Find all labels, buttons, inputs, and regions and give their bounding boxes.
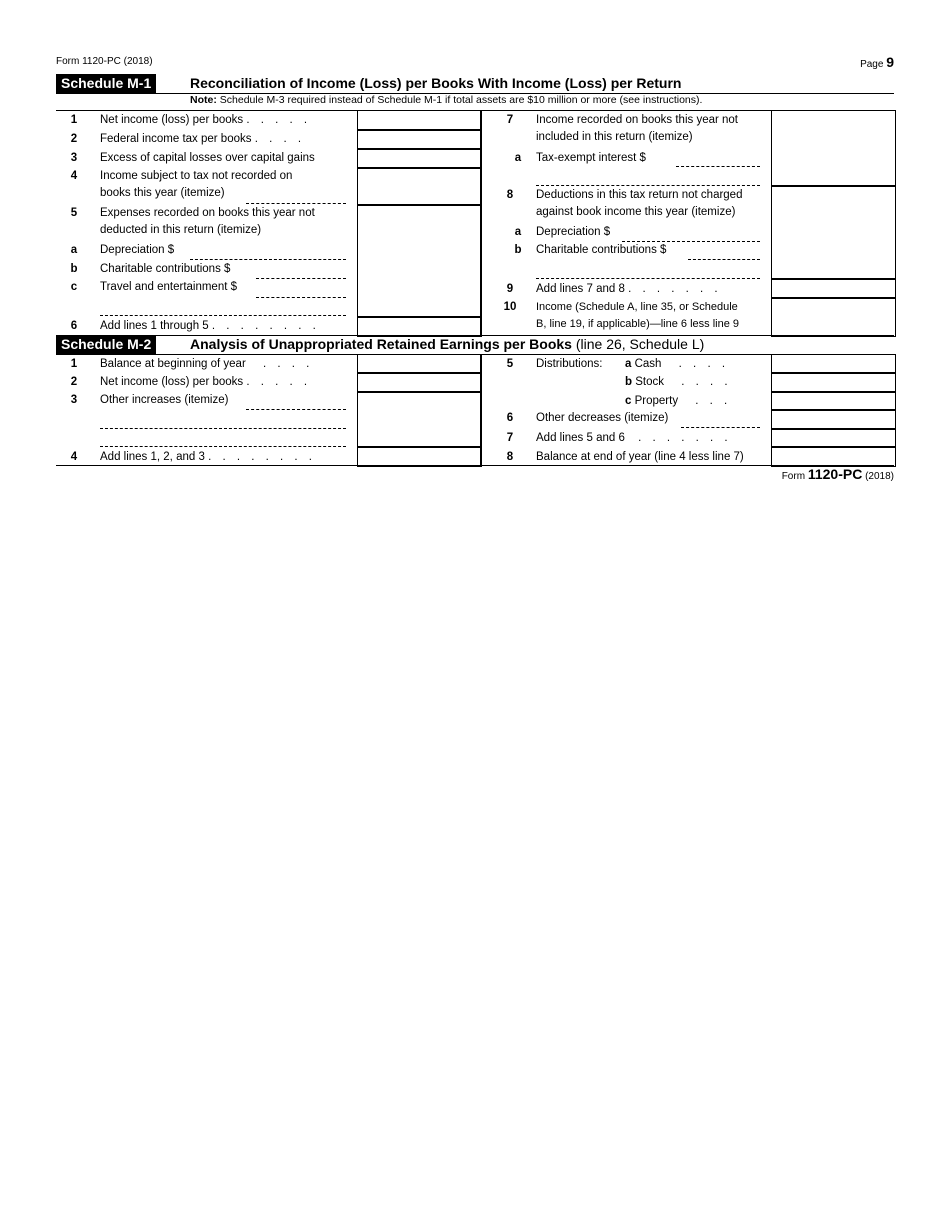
m1-line1-label (100, 112, 311, 129)
line-number: 2 (70, 133, 78, 145)
line-letter: a (514, 226, 522, 238)
line-letter: c (70, 281, 78, 293)
leader-dots: . . . . . (246, 114, 312, 126)
m1-line7a-label: Tax-exempt interest $ (536, 152, 646, 164)
footer-prefix: Form (781, 471, 806, 482)
form-footer (782, 466, 894, 482)
line-number: 4 (70, 170, 78, 182)
m1-line3-label: Excess of capital losses over capital gains (100, 152, 315, 164)
line-number: 7 (506, 432, 514, 444)
m1-line5-label-2: deducted in this return (itemize) (100, 224, 262, 236)
m1-line9-label (536, 281, 722, 298)
page-number-value: 9 (886, 54, 894, 70)
m2-line5b-amount[interactable] (771, 372, 896, 393)
m1-line8b-field[interactable] (688, 259, 760, 260)
page-label: Page (860, 59, 884, 70)
label-text: Federal income tax per books (100, 133, 252, 145)
note-label: Note: (190, 94, 217, 106)
label-text: Add lines 1, 2, and 3 (100, 451, 205, 463)
footer-form-number: 1120-PC (807, 466, 863, 482)
m2-line2-amount[interactable] (357, 372, 482, 393)
m2-line5-label: Distributions: (536, 358, 603, 370)
m1-line5c-field[interactable] (256, 297, 346, 298)
m1-line7-extra-field[interactable] (536, 185, 760, 186)
m1-line8b-label: Charitable contributions $ (536, 244, 667, 256)
label-text: Cash (634, 358, 662, 370)
m2-line6-field[interactable] (681, 427, 760, 428)
leader-dots: . . . . . . . . (208, 451, 316, 463)
footer-year: (2018) (865, 471, 894, 482)
leader-dots: . . . . (254, 133, 306, 145)
m2-line2-label (100, 374, 311, 391)
line-letter: a (625, 358, 632, 370)
m1-line5b-field[interactable] (256, 278, 346, 279)
m1-line5-label-1: Expenses recorded on books this year not (100, 207, 315, 219)
line-number: 1 (70, 114, 78, 126)
leader-dots: . . . . . (246, 376, 312, 388)
m1-line2-amount[interactable] (357, 129, 482, 150)
line-letter: b (70, 263, 78, 275)
line-number: 2 (70, 376, 78, 388)
m1-line5-amount[interactable] (357, 204, 482, 318)
m1-line8-label-1: Deductions in this tax return not charged (536, 189, 743, 201)
m1-line5c-label: Travel and entertainment $ (100, 281, 238, 293)
line-letter: c (625, 395, 632, 407)
m2-line5c-amount[interactable] (771, 391, 896, 411)
line-number: 4 (70, 451, 78, 463)
label-text: Stock (635, 376, 664, 388)
line-number: 8 (506, 451, 514, 463)
m2-line5a-label (625, 356, 729, 373)
line-letter: b (514, 244, 522, 256)
m1-line10-amount[interactable] (771, 297, 896, 337)
m1-line2-label (100, 131, 305, 148)
m2-line3-label: Other increases (itemize) (100, 394, 229, 406)
m1-line8a-label: Depreciation $ (536, 226, 611, 238)
line-letter: a (70, 244, 78, 256)
m1-line5-extra-field[interactable] (100, 315, 346, 316)
m1-line5b-label: Charitable contributions $ (100, 263, 231, 275)
m1-line5a-label: Depreciation $ (100, 244, 175, 256)
m2-line3-field-1[interactable] (246, 409, 346, 410)
m2-line1-amount[interactable] (357, 354, 482, 374)
m2-line1-label (100, 356, 313, 373)
leader-dots: . . . (695, 395, 732, 407)
schedule-m2-tag: Schedule M-2 (56, 335, 156, 354)
leader-dots: . . . . . . . (628, 283, 722, 295)
m1-line8-amount[interactable] (771, 185, 896, 280)
m2-line8-label: Balance at end of year (line 4 less line 7) (536, 451, 744, 463)
m2-line8-amount[interactable] (771, 446, 896, 467)
line-number: 1 (70, 358, 78, 370)
line-number: 7 (506, 114, 514, 126)
m1-line7-label-2: included in this return (itemize) (536, 131, 693, 143)
leader-dots: . . . . . . . (638, 432, 732, 444)
m1-line4-amount[interactable] (357, 167, 482, 206)
label-text: Net income (loss) per books (100, 114, 244, 126)
m1-line10-label-2: B, line 19, if applicable)—line 6 less line 9 (536, 318, 740, 330)
m2-line7-label (536, 430, 732, 447)
label-text: Add lines 1 through 5 (100, 320, 209, 332)
form-identifier: Form 1120-PC (2018) (56, 56, 153, 67)
m1-line6-label (100, 318, 320, 335)
label-text: Balance at beginning of year (100, 358, 246, 370)
leader-dots: . . . . (681, 376, 732, 388)
m1-line4-itemize-field[interactable] (246, 203, 346, 204)
line-number: 6 (506, 412, 514, 424)
m1-line8-extra-field[interactable] (536, 278, 760, 279)
m1-line4-label-2: books this year (itemize) (100, 187, 225, 199)
label-text: Property (634, 395, 679, 407)
line-number: 5 (506, 358, 514, 370)
label-text: Net income (loss) per books (100, 376, 244, 388)
leader-dots: . . . . (262, 358, 314, 370)
m2-line3-amount[interactable] (357, 391, 482, 448)
line-letter: a (514, 152, 522, 164)
m2-line5a-amount[interactable] (771, 354, 896, 374)
line-number: 3 (70, 152, 78, 164)
m2-line6-label: Other decreases (itemize) (536, 412, 669, 424)
m1-line1-amount[interactable] (357, 110, 482, 131)
schedule-m1-note (190, 94, 702, 106)
line-number: 3 (70, 394, 78, 406)
m2-line6-amount[interactable] (771, 409, 896, 430)
m1-line5a-field[interactable] (190, 259, 346, 260)
m2-line4-label (100, 449, 316, 466)
m1-line4-label-1: Income subject to tax not recorded on (100, 170, 293, 182)
m2-line3-field-3[interactable] (100, 446, 346, 447)
line-number: 6 (70, 320, 78, 332)
m2-line5b-label (625, 374, 732, 391)
line-number: 9 (506, 283, 514, 295)
m2-line5c-label (625, 393, 731, 410)
m1-line8-label-2: against book income this year (itemize) (536, 206, 736, 218)
line-letter: b (625, 376, 633, 388)
label-text: Add lines 5 and 6 (536, 432, 625, 444)
title-suffix: (line 26, Schedule L) (575, 336, 705, 352)
page-number (860, 54, 894, 70)
m1-line6-amount[interactable] (357, 316, 482, 337)
schedule-m1-tag: Schedule M-1 (56, 74, 156, 93)
title-text: Analysis of Unappropriated Retained Earnings per Books (190, 336, 572, 352)
m1-line7a-field[interactable] (676, 166, 760, 167)
m1-line9-amount[interactable] (771, 278, 896, 299)
leader-dots: . . . . . . . . (211, 320, 320, 332)
label-text: Add lines 7 and 8 (536, 283, 625, 295)
m2-line7-amount[interactable] (771, 428, 896, 448)
m2-line4-amount[interactable] (357, 446, 482, 467)
schedule-m1-title: Reconciliation of Income (Loss) per Books With Income (Loss) per Return (190, 75, 682, 91)
line-number: 5 (70, 207, 78, 219)
m1-line7-label-1: Income recorded on books this year not (536, 114, 739, 126)
schedule-m2-title (190, 336, 704, 353)
leader-dots: . . . . (678, 358, 730, 370)
m1-line10-label-1: Income (Schedule A, line 35, or Schedule (536, 301, 738, 313)
line-number: 10 (503, 301, 517, 313)
m2-line3-field-2[interactable] (100, 428, 346, 429)
line-number: 8 (506, 189, 514, 201)
m1-line3-amount[interactable] (357, 148, 482, 169)
m1-line7-amount[interactable] (771, 110, 896, 187)
note-text: Schedule M-3 required instead of Schedule M-1 if total assets are $10 million or more (see instructions). (219, 94, 703, 106)
